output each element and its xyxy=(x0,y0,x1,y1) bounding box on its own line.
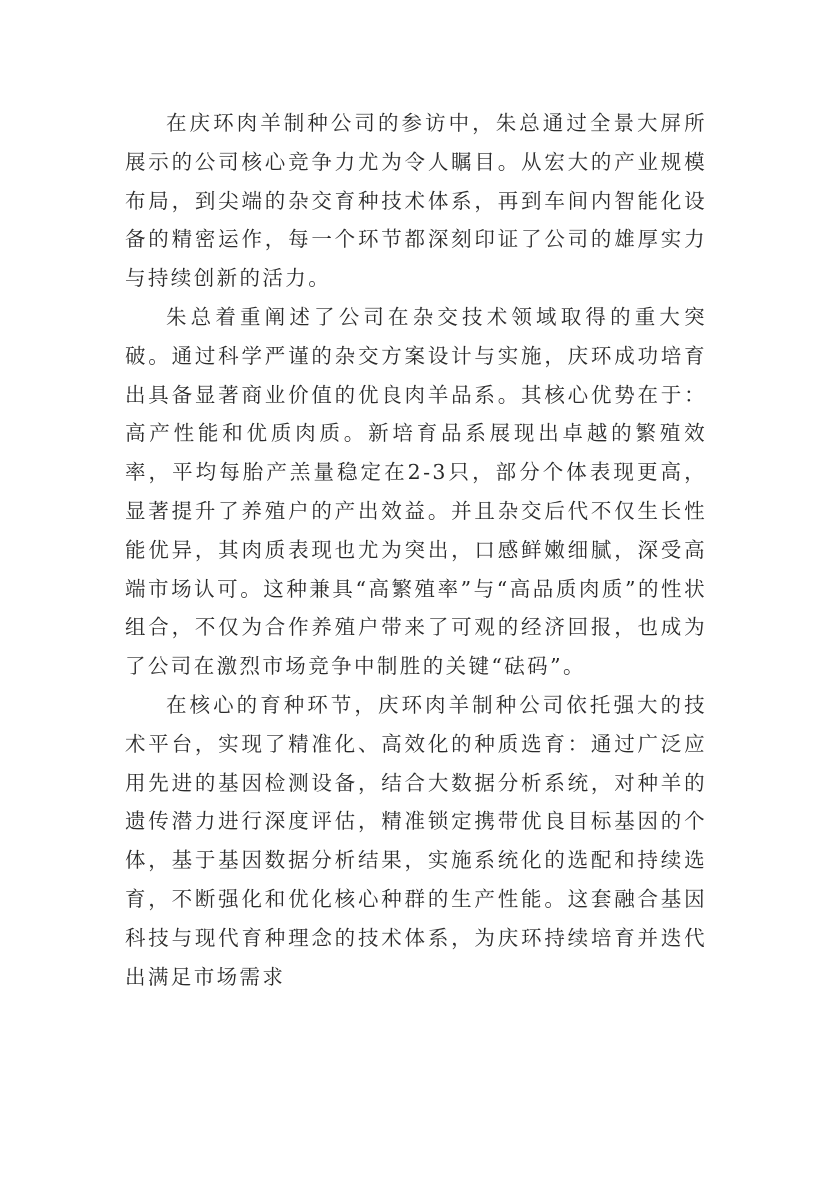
paragraph-hybrid-breakthrough: 朱总着重阐述了公司在杂交技术领域取得的重大突破。通过科学严谨的杂交方案设计与实施，庆环成功培育出具备显著商业价值的优良肉羊品系。其核心优势在于：高产性能和优质肉质。新培育品系展现出卓越的繁殖效率，平均每胎产羔量稳定在2-3只，部分个体表现更高，显著提升了养殖户的产出效益。并且杂交后代不仅生长性能优异，其肉质表现也尤为突出，口感鲜嫩细腻，深受高端市场认可。这种兼具“高繁殖率”与“高品质肉质”的性状组合，不仅为合作养殖户带来了可观的经济回报，也成为了公司在激烈市场竞争中制胜的关键“砝码”。 xyxy=(125,304,707,679)
paragraph-visit-overview: 在庆环肉羊制种公司的参访中，朱总通过全景大屏所展示的公司核心竞争力尤为令人瞩目。从宏大的产业规模布局，到尖端的杂交育种技术体系，再到车间内智能化设备的精密运作，每一个环节都深刻印证了公司的雄厚实力与持续创新的活力。 xyxy=(125,111,707,291)
article-body xyxy=(125,104,707,996)
paragraph-breeding-process: 在核心的育种环节，庆环肉羊制种公司依托强大的技术平台，实现了精准化、高效化的种质选育：通过广泛应用先进的基因检测设备，结合大数据分析系统，对种羊的遗传潜力进行深度评估，精准锁定携带优良目标基因的个体，基于基因数据分析结果，实施系统化的选配和持续选育，不断强化和优化核心种群的生产性能。这套融合基因科技与现代育种理念的技术体系，为庆环持续培育并迭代出满足市场需求 xyxy=(125,692,707,989)
